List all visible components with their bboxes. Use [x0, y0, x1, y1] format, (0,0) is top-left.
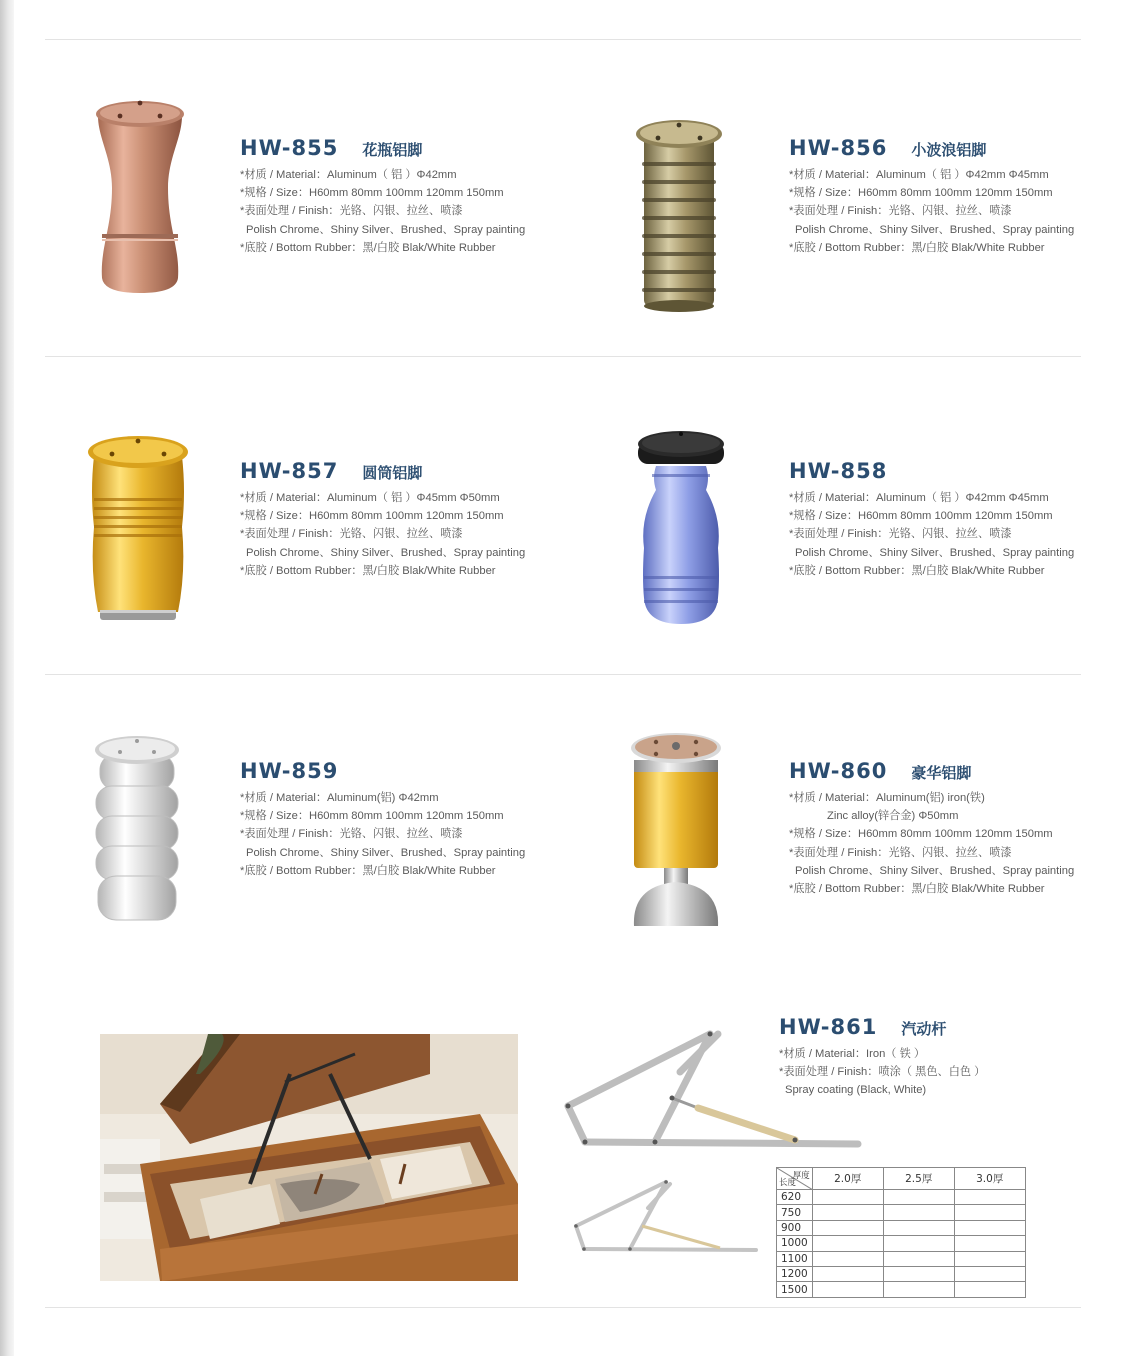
spec-finish-cn: *表面处理 / Finish：光铬、闪银、拉丝、喷漆: [240, 828, 463, 841]
product-code: HW-860: [789, 759, 888, 783]
table-cell: [954, 1236, 1025, 1251]
spec-finish-cn: *表面处理 / Finish：光铬、闪银、拉丝、喷漆: [789, 846, 1012, 859]
table-cell: [954, 1190, 1025, 1205]
corner-thickness-label: 厚度: [792, 1171, 810, 1181]
spec-finish-en: Polish Chrome、Shiny Silver、Brushed、Spray painting: [795, 546, 1075, 559]
table-cell: [812, 1190, 883, 1205]
gas-strut-mechanism-icon: [560, 1020, 865, 1160]
table-row: [777, 1282, 1026, 1297]
row-length: 900: [777, 1220, 813, 1235]
table-cell: [812, 1266, 883, 1281]
spec-list: [789, 789, 1074, 898]
spec-finish-en: Spray coating (Black, White): [785, 1084, 927, 1097]
table-cell: [883, 1251, 954, 1266]
spec-material: *材质 / Material：Aluminum（ 铝 ）Φ42mm: [240, 169, 457, 181]
product-name-cn: 圆筒铝脚: [362, 464, 423, 482]
row-length: 1000: [777, 1236, 813, 1251]
spec-finish-en: Polish Chrome、Shiny Silver、Brushed、Spray painting: [795, 864, 1075, 877]
table-row: [777, 1205, 1026, 1220]
table-cell: [954, 1205, 1025, 1220]
spec-finish-cn: *表面处理 / Finish：光铬、闪银、拉丝、喷漆: [240, 205, 463, 218]
spec-size: *规格 / Size：H60mm 80mm 100mm 120mm 150mm: [789, 828, 1053, 841]
divider-row-1: [45, 356, 1081, 357]
column-header: 2.5厚: [883, 1168, 954, 1190]
table-row: [777, 1251, 1026, 1266]
table-cell: [812, 1236, 883, 1251]
column-header: 3.0厚: [954, 1168, 1025, 1190]
spec-size: *规格 / Size：H60mm 80mm 100mm 120mm 150mm: [240, 810, 504, 823]
spec-finish-en: Polish Chrome、Shiny Silver、Brushed、Spray painting: [246, 223, 526, 236]
row-length: 1100: [777, 1251, 813, 1266]
spec-finish-cn: *表面处理 / Finish：喷涂（ 黑色、白色 ）: [779, 1066, 986, 1079]
table-cell: [812, 1205, 883, 1220]
spec-bottom-rubber: *底胶 / Bottom Rubber：黑/白胶 Blak/White Rubber: [240, 241, 496, 254]
row-length: 1500: [777, 1282, 813, 1297]
product-code: HW-859: [240, 759, 339, 783]
page-gutter-shadow: [0, 0, 14, 1356]
table-row: [777, 1266, 1026, 1281]
table-header-row: [777, 1168, 1026, 1190]
product-code: HW-855: [240, 136, 339, 160]
strut-size-table: [776, 1167, 1026, 1298]
table-cell: [883, 1282, 954, 1297]
vase-aluminum-leg-icon: [90, 98, 190, 303]
table-cell: [812, 1251, 883, 1266]
product-code: HW-857: [240, 459, 339, 483]
spec-bottom-rubber: *底胶 / Bottom Rubber：黑/白胶 Blak/White Rubber: [789, 564, 1045, 577]
row-length: 750: [777, 1205, 813, 1220]
table-cell: [883, 1220, 954, 1235]
spec-size: *规格 / Size：H60mm 80mm 100mm 120mm 150mm: [789, 187, 1053, 200]
table-cell: [883, 1266, 954, 1281]
table-corner-cell: [777, 1168, 813, 1190]
table-row: [777, 1190, 1026, 1205]
spec-material-cont: Zinc alloy(锌合金) Φ50mm: [827, 810, 959, 823]
gas-strut-closed-icon: [570, 1176, 760, 1261]
product-name-cn: 花瓶铝脚: [362, 141, 423, 159]
spec-finish-cn: *表面处理 / Finish：光铬、闪银、拉丝、喷漆: [789, 528, 1012, 541]
product-code: HW-858: [789, 459, 888, 483]
spec-list: [240, 489, 525, 580]
product-code: HW-856: [789, 136, 888, 160]
luxury-aluminum-leg-icon: [626, 730, 726, 933]
product-name-cn: 豪华铝脚: [911, 764, 972, 782]
spec-finish-cn: *表面处理 / Finish：光铬、闪银、拉丝、喷漆: [789, 205, 1012, 218]
spec-material: *材质 / Material：Aluminum(铝) Φ42mm: [240, 792, 439, 804]
table-cell: [954, 1266, 1025, 1281]
table-cell: [954, 1282, 1025, 1297]
cylinder-aluminum-leg-icon: [86, 432, 190, 631]
storage-bed-photo-icon: [100, 1034, 518, 1281]
spec-bottom-rubber: *底胶 / Bottom Rubber：黑/白胶 Blak/White Rubber: [789, 883, 1045, 896]
spec-material: *材质 / Material：Aluminum（ 铝 ）Φ42mm Φ45mm: [789, 169, 1049, 181]
spec-material: *材质 / Material：Aluminum（ 铝 ）Φ42mm Φ45mm: [789, 492, 1049, 504]
divider-row-2: [45, 674, 1081, 675]
table-cell: [954, 1251, 1025, 1266]
spec-finish-en: Polish Chrome、Shiny Silver、Brushed、Spray painting: [246, 546, 526, 559]
wave-aluminum-leg-icon: [634, 116, 724, 321]
product-name-cn: 小波浪铝脚: [911, 141, 987, 159]
spec-material: *材质 / Material：Aluminum（ 铝 ）Φ45mm Φ50mm: [240, 492, 500, 504]
table-cell: [954, 1220, 1025, 1235]
divider-top: [45, 39, 1081, 40]
ribbed-aluminum-leg-icon: [90, 730, 184, 931]
spec-list: [789, 166, 1074, 257]
spec-bottom-rubber: *底胶 / Bottom Rubber：黑/白胶 Blak/White Rubber: [240, 864, 496, 877]
table-cell: [812, 1220, 883, 1235]
spec-size: *规格 / Size：H60mm 80mm 100mm 120mm 150mm: [240, 510, 504, 523]
spec-list: [240, 166, 525, 257]
turned-aluminum-leg-icon: [634, 428, 728, 633]
spec-bottom-rubber: *底胶 / Bottom Rubber：黑/白胶 Blak/White Rubber: [789, 241, 1045, 254]
spec-list: [789, 489, 1074, 580]
table-row: [777, 1236, 1026, 1251]
spec-size: *规格 / Size：H60mm 80mm 100mm 120mm 150mm: [240, 187, 504, 200]
spec-finish-cn: *表面处理 / Finish：光铬、闪银、拉丝、喷漆: [240, 528, 463, 541]
spec-finish-en: Polish Chrome、Shiny Silver、Brushed、Spray painting: [246, 846, 526, 859]
row-length: 620: [777, 1190, 813, 1205]
column-header: 2.0厚: [812, 1168, 883, 1190]
spec-material: *材质 / Material：Aluminum(铝) iron(铁): [789, 792, 985, 804]
row-length: 1200: [777, 1266, 813, 1281]
table-cell: [812, 1282, 883, 1297]
table-row: [777, 1220, 1026, 1235]
spec-material: *材质 / Material：Iron（ 铁 ）: [779, 1048, 926, 1060]
spec-list: [240, 789, 525, 880]
product-code: HW-861: [779, 1015, 878, 1039]
corner-length-label: 长度: [779, 1178, 797, 1188]
table-cell: [883, 1236, 954, 1251]
divider-bottom: [45, 1307, 1081, 1308]
table-cell: [883, 1205, 954, 1220]
product-name-cn: 汽动杆: [901, 1020, 947, 1038]
spec-size: *规格 / Size：H60mm 80mm 100mm 120mm 150mm: [789, 510, 1053, 523]
spec-bottom-rubber: *底胶 / Bottom Rubber：黑/白胶 Blak/White Rubber: [240, 564, 496, 577]
spec-finish-en: Polish Chrome、Shiny Silver、Brushed、Spray painting: [795, 223, 1075, 236]
table-cell: [883, 1190, 954, 1205]
